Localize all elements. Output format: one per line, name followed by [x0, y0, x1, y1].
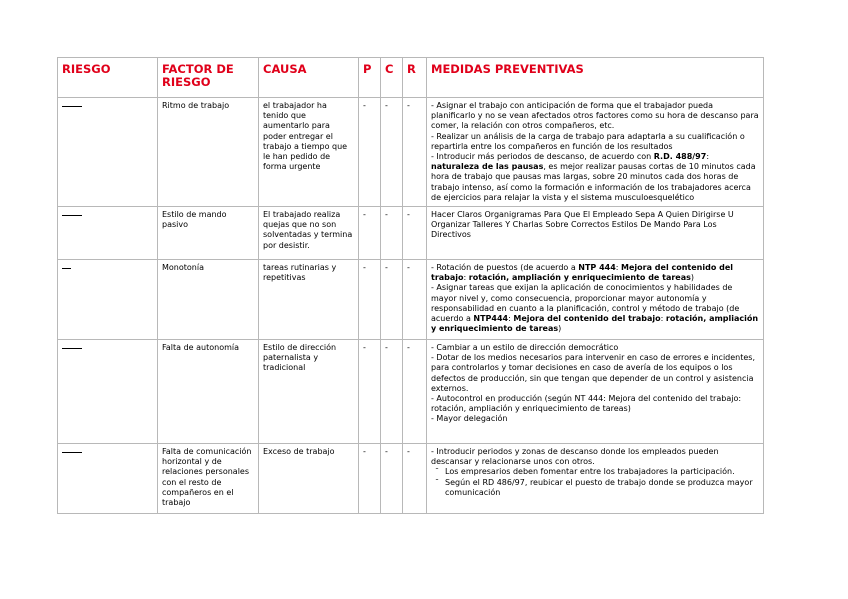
risk-assessment-table	[57, 57, 764, 514]
medidas-cell	[427, 444, 764, 514]
medida-text: - Introducir periodos y zonas de descanso donde los empleados pueden descansar y relacionarse unos con otros.	[431, 447, 719, 467]
empty-value-line	[62, 348, 82, 349]
medida-text: Hacer Claros Organigramas Para Que El Empleado Sepa A Quien Dirigirse U Organizar Talleres Y Charlas Sobre Correctos Estilos De Mando Para Los Directivos	[431, 210, 734, 240]
table-row	[58, 444, 764, 514]
riesgo-cell	[58, 444, 158, 514]
riesgo-cell	[58, 340, 158, 444]
medida-text: - Rotación de puestos (de acuerdo a NTP 444: Mejora del contenido del trabajo: rotación, ampliación y enriquecimiento de tareas)	[431, 263, 733, 283]
p-cell: -	[359, 98, 381, 207]
c-cell: -	[381, 260, 403, 340]
riesgo-cell	[58, 98, 158, 207]
table-row	[58, 260, 764, 340]
factor-cell: Falta de comunicación horizontal y de relaciones personales con el resto de compañeros en el trabajo	[158, 444, 259, 514]
factor-cell: Estilo de mando pasivo	[158, 207, 259, 260]
causa-cell: El trabajado realiza quejas que no son solventadas y termina por desistir.	[259, 207, 359, 260]
p-cell: -	[359, 340, 381, 444]
medida-text: - Dotar de los medios necesarios para intervenir en caso de errores e incidentes, para controlarlos y tomar decisiones en caso de avería de los equipos o los defectos de producción, sin que tengan que depender de un control y asistencia externos.	[431, 353, 756, 393]
header-r: R	[403, 58, 427, 98]
table-row	[58, 207, 764, 260]
riesgo-cell	[58, 260, 158, 340]
header-riesgo: RIESGO	[58, 58, 158, 98]
table-row	[58, 98, 764, 207]
causa-cell: Estilo de dirección paternalista y tradicional	[259, 340, 359, 444]
header-p: P	[359, 58, 381, 98]
r-cell: -	[403, 98, 427, 207]
p-cell: -	[359, 207, 381, 260]
causa-cell: Exceso de trabajo	[259, 444, 359, 514]
r-cell: -	[403, 444, 427, 514]
medida-text: - Asignar el trabajo con anticipación de forma que el trabajador pueda planificarlo y no se vean afectados otros factores como su hora de descanso para comer, la relación con otros compañeros, etc.	[431, 101, 759, 131]
causa-cell: tareas rutinarias y repetitivas	[259, 260, 359, 340]
c-cell: -	[381, 340, 403, 444]
list-item: ˉ Los empresarios deben fomentar entre los trabajadores la participación.	[445, 467, 759, 477]
p-cell: -	[359, 444, 381, 514]
c-cell: -	[381, 98, 403, 207]
header-medidas: MEDIDAS PREVENTIVAS	[427, 58, 764, 98]
medidas-cell	[427, 340, 764, 444]
r-cell: -	[403, 260, 427, 340]
header-row	[58, 58, 764, 98]
empty-value-line	[62, 106, 82, 107]
header-causa: CAUSA	[259, 58, 359, 98]
empty-value-line	[62, 268, 71, 269]
medida-text: - Introducir más periodos de descanso, de acuerdo con R.D. 488/97: naturaleza de las pausas, es mejor realizar pausas cortas de 10 minutos cada hora de trabajo que pausas mas largas, sobre 20 minutos cada dos horas de trabajo intenso, así como la formación e información de los trabajadores acerca de ejercicios para relajar la vista y el sistema musculoesquelético	[431, 152, 756, 202]
factor-cell: Falta de autonomía	[158, 340, 259, 444]
medida-text: - Mayor delegación	[431, 414, 508, 424]
medida-text: - Realizar un análisis de la carga de trabajo para adaptarla a su cualificación o repartirla entre los compañeros en función de los resultados	[431, 131, 745, 151]
medidas-cell	[427, 207, 764, 260]
medidas-cell	[427, 260, 764, 340]
p-cell: -	[359, 260, 381, 340]
empty-value-line	[62, 215, 82, 216]
r-cell: -	[403, 340, 427, 444]
header-c: C	[381, 58, 403, 98]
header-factor: FACTOR DE RIESGO	[158, 58, 259, 98]
table-row	[58, 340, 764, 444]
r-cell: -	[403, 207, 427, 260]
causa-cell: el trabajador ha tenido que aumentarlo para poder entregar el trabajo a tiempo que le han pedido de forma urgente	[259, 98, 359, 207]
factor-cell: Ritmo de trabajo	[158, 98, 259, 207]
list-item: ˉ Según el RD 486/97, reubicar el puesto de trabajo donde se produzca mayor comunicación	[445, 478, 759, 498]
c-cell: -	[381, 207, 403, 260]
medida-text: - Asignar tareas que exijan la aplicación de conocimientos y habilidades de mayor nivel y, como consecuencia, proporcionar mayor autonomía y responsabilidad en cuanto a la planificación, control y método de trabajo (de acuerdo a NTP444: Mejora del contenido del trabajo: rotación, ampliación y enriquecimiento de tareas)	[431, 283, 759, 334]
c-cell: -	[381, 444, 403, 514]
factor-cell: Monotonía	[158, 260, 259, 340]
riesgo-cell	[58, 207, 158, 260]
medida-text: - Cambiar a un estilo de dirección democrático	[431, 343, 619, 353]
empty-value-line	[62, 452, 82, 453]
medida-text: - Autocontrol en producción (según NT 444: Mejora del contenido del trabajo: rotación, ampliación y enriquecimiento de tareas)	[431, 394, 742, 414]
medidas-cell	[427, 98, 764, 207]
medidas-list	[431, 467, 759, 498]
